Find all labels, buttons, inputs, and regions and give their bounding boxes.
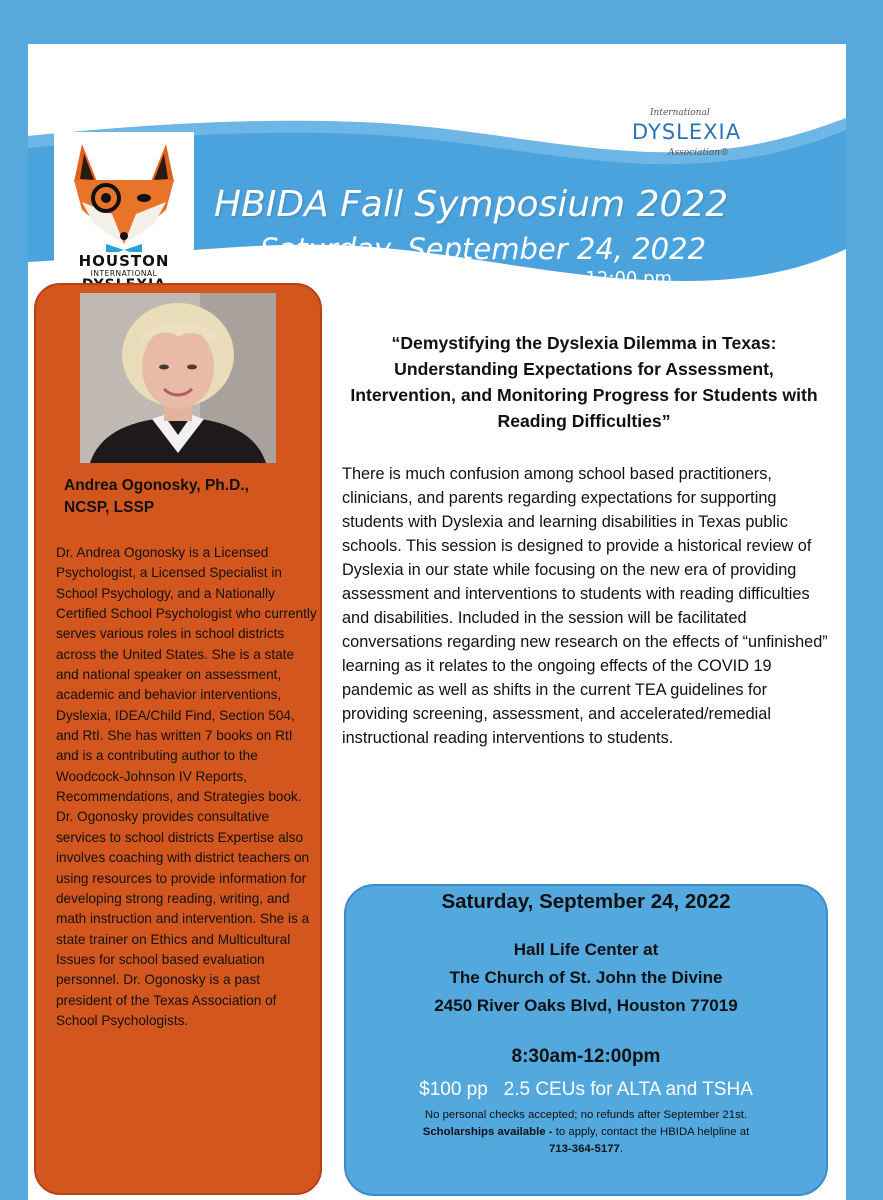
speaker-name-line1: Andrea Ogonosky, Ph.D., <box>64 477 249 494</box>
event-time: 8:30am-12:00pm <box>511 1046 661 1067</box>
scholarship-line <box>346 1124 826 1141</box>
phone-suffix: . <box>619 1143 624 1155</box>
event-date: Saturday, September 24, 2022 <box>441 890 731 913</box>
talk-title: “Demystifying the Dyslexia Dilemma in Texas: Understanding Expectations for Assessment, Intervention, and Monitoring Progress for Students with Reading Difficulties” <box>350 333 818 431</box>
fox-icon <box>54 132 194 252</box>
venue-line2: The Church of St. John the Divine <box>449 968 723 987</box>
event-price: $100 pp 2.5 CEUs for ALTA and TSHA <box>419 1079 753 1100</box>
hbida-logo <box>54 132 194 304</box>
flyer-page <box>28 44 846 1200</box>
speaker-panel <box>34 283 322 1195</box>
ida-logo-bottom: Association® <box>668 148 730 158</box>
logo-text-international: INTERNATIONAL <box>90 269 158 278</box>
venue-address: 2450 River Oaks Blvd, Houston 77019 <box>434 996 738 1015</box>
refund-policy: No personal checks accepted; no refunds after September 21st. <box>424 1109 748 1121</box>
ida-logo <box>628 106 798 166</box>
speaker-bio: Dr. Andrea Ogonosky is a Licensed Psychologist, a Licensed Specialist in School Psychology, and a Nationally Certified School Psychologist who currently serves various roles in school districts across the United States. She is a state and national speaker on assessment, academic and behavior interventions, Dyslexia, IDEA/Child Find, Section 504, and RtI. She has written 7 books on RtI and is a contributing author to the Woodcock-Johnson IV Reports, Recommendations, and Strategies book. Dr. Ogonosky provides consultative services to school districts Expertise also involves coaching with district teachers on using resources to provide information for developing strong reading, writing, and math instruction and intervention. She is a state trainer on Ethics and Multicultural Issues for school based evaluation personnel. Dr. Ogonosky is a past president of the Texas Association of School Psychologists. <box>56 545 317 1028</box>
ida-logo-top: International <box>650 108 710 118</box>
phone-line <box>346 1141 826 1158</box>
talk-description: There is much confusion among school based practitioners, clinicians, and parents regarding expectations for supporting students with Dyslexia and learning disabilities in Texas public schools. This session is designed to provide a historical review of Dyslexia in our state while focusing on the new era of providing assessment and interventions to students with reading difficulties and disabilities. Included in the session will be facilitated conversations regarding new research on the effects of “unfinished” learning as it relates to the ongoing effects of the COVID 19 pandemic as well as shifts in the current TEA guidelines for providing screening, assessment, and accelerated/remedial instructional reading interventions to students. <box>342 465 828 747</box>
event-notes <box>346 1107 826 1158</box>
event-details-box <box>344 884 828 1196</box>
speaker-name <box>64 475 314 519</box>
scholarship-label: Scholarships available - <box>422 1126 553 1138</box>
helpline-phone: 713-364-5177 <box>548 1143 620 1155</box>
logo-text-houston: HOUSTON <box>78 252 170 270</box>
event-title: HBIDA Fall Symposium 2022 <box>214 184 729 225</box>
speaker-credentials: NCSP, LSSP <box>64 499 155 516</box>
speaker-portrait <box>80 293 276 463</box>
event-location <box>346 936 826 1020</box>
event-date-heading: Saturday, September 24, 2022 <box>260 232 707 266</box>
scholarship-text: to apply, contact the HBIDA helpline at <box>552 1126 750 1138</box>
ida-logo-main: DYSLEXIA <box>632 120 742 144</box>
venue-line1: Hall Life Center at <box>513 940 659 959</box>
event-time-heading: 8:30am-12:00 pm <box>510 268 673 289</box>
